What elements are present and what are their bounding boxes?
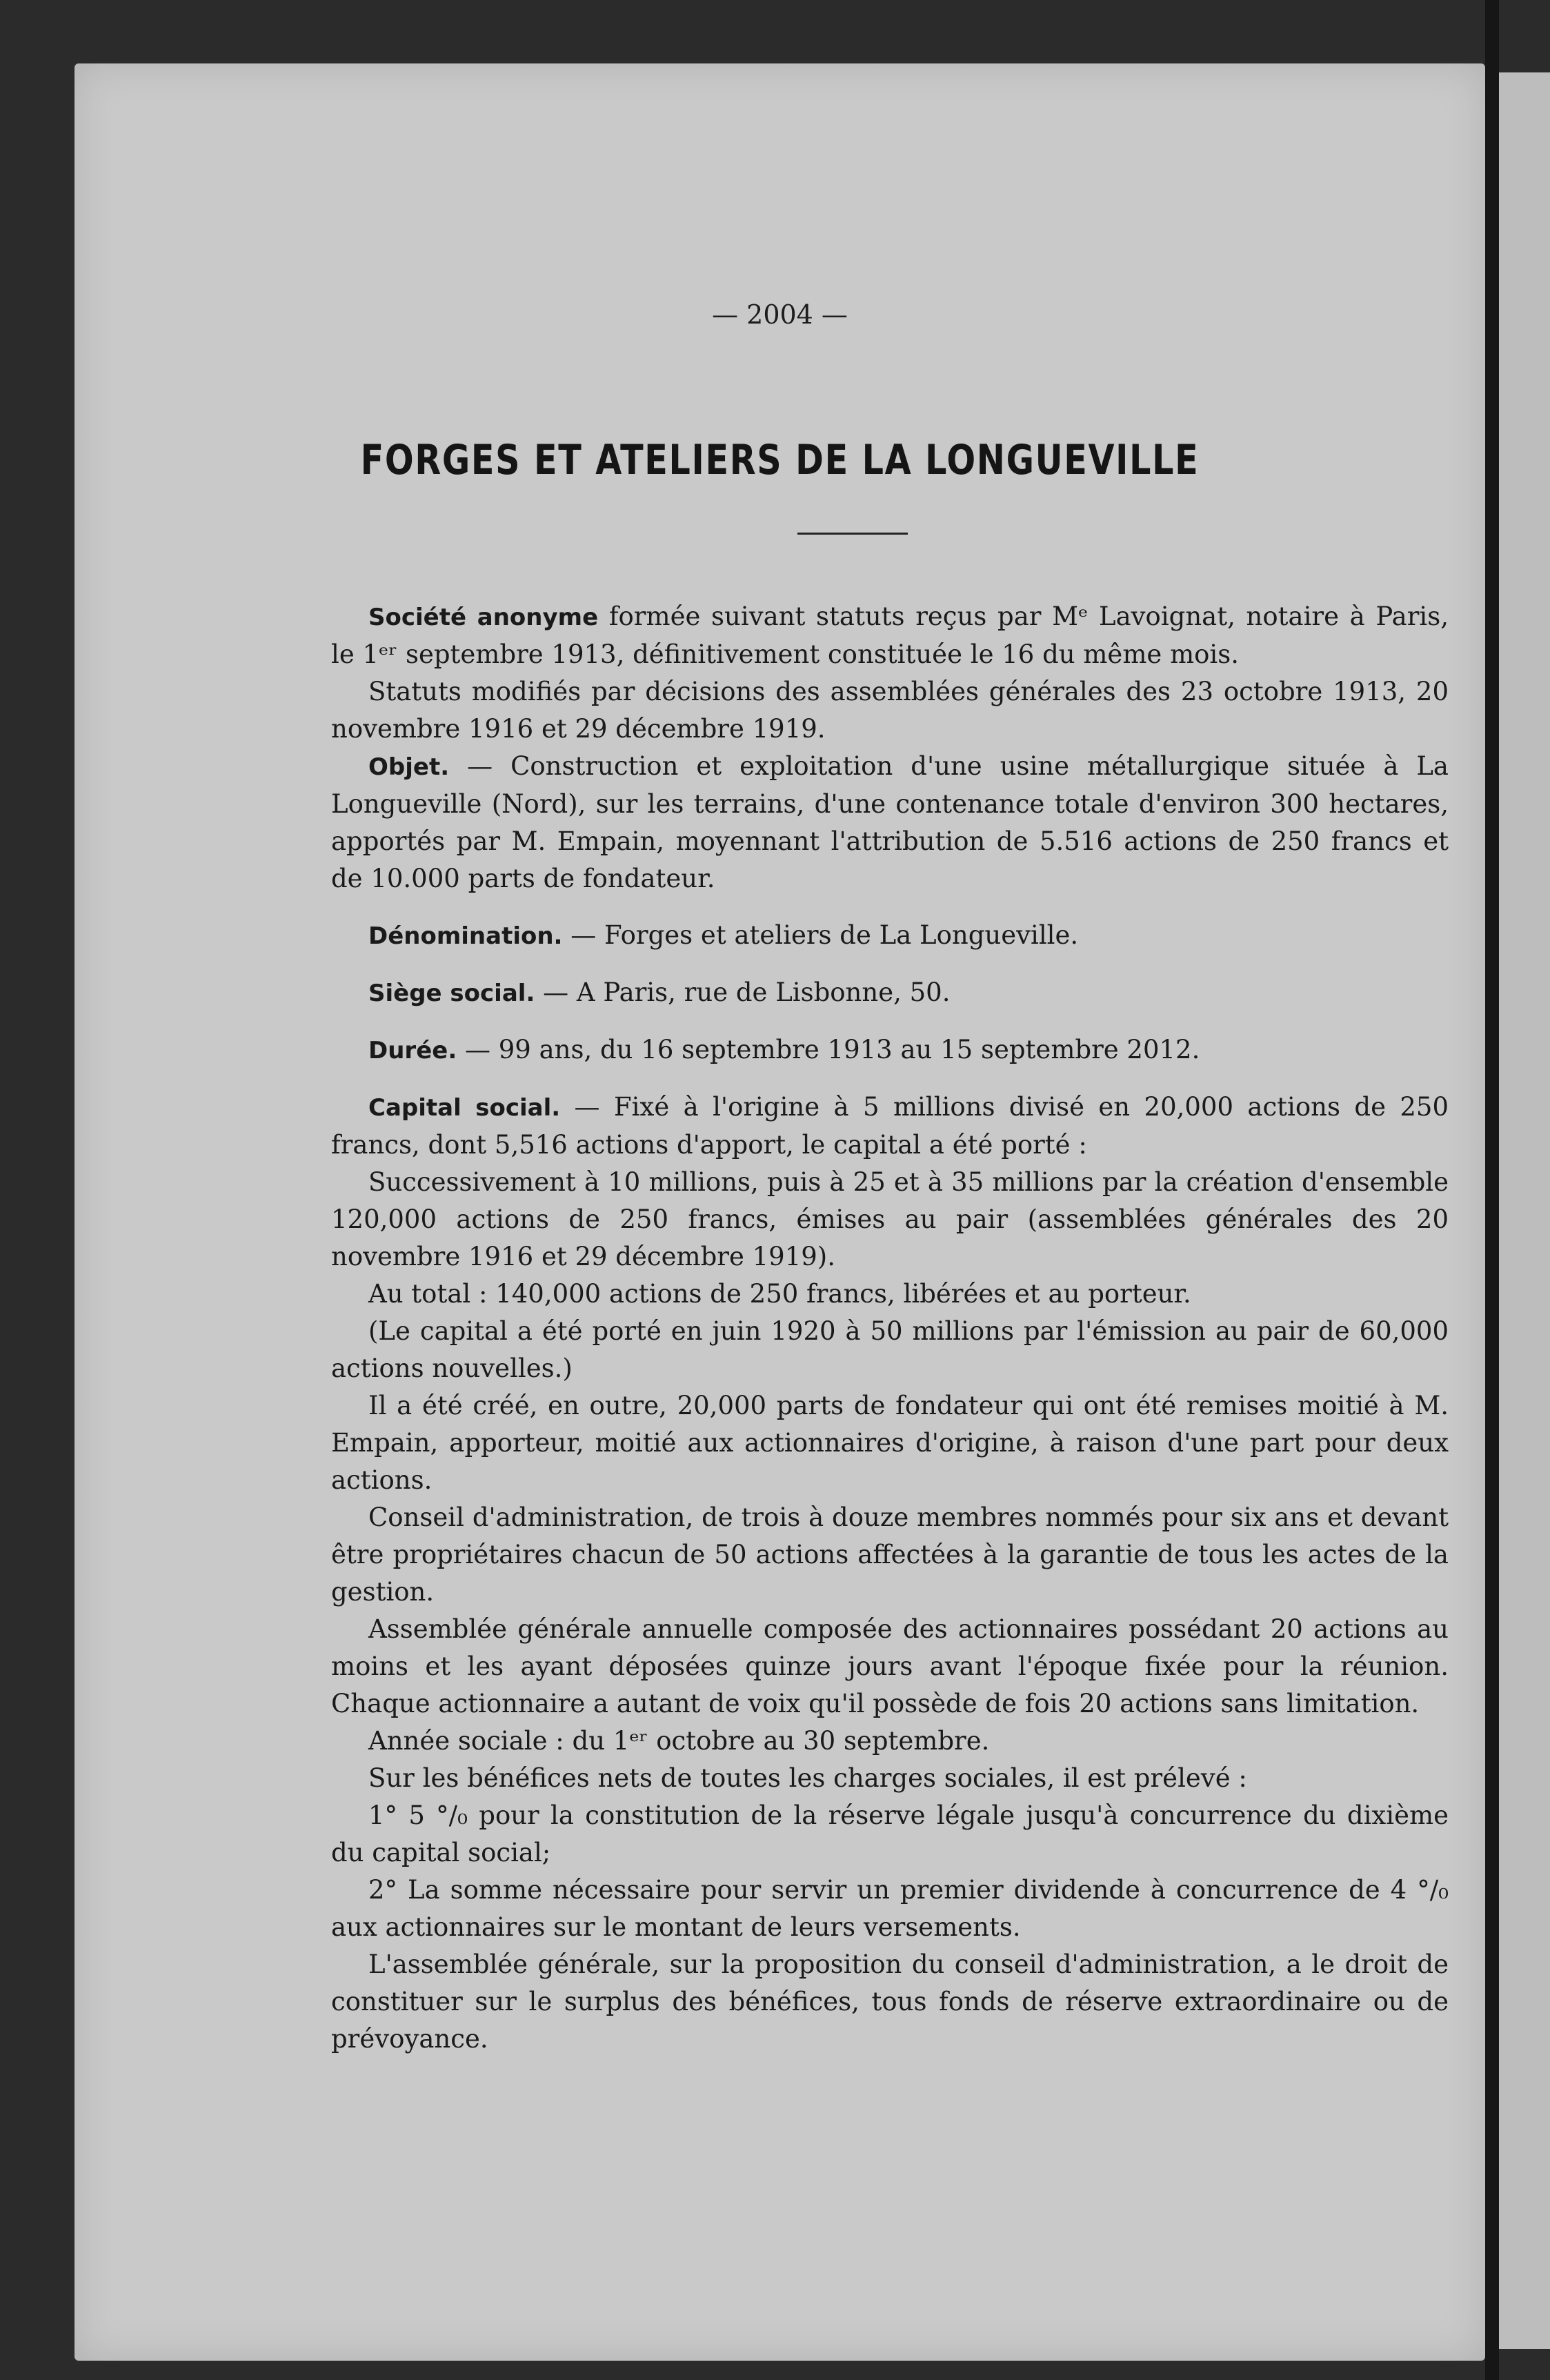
paragraph [331,1031,1449,1069]
paragraph-text: L'assemblée générale, sur la proposition du conseil d'administration, a le droit de constituer sur le surplus des bénéfices, tous fonds de réserve extraordinaire ou de prévoyance. [331,1950,1449,2054]
page-title: FORGES ET ATELIERS DE LA LONGUEVILLE [360,436,1200,484]
paragraph-text: Assemblée générale annuelle composée des actionnaires possédant 20 actions au moins et les ayant déposées quinze jours avant l'époque fixée pour la réunion. Chaque actionnaire a autant de voix qu'il possède de fois 20 actions sans limitation. [331,1614,1449,1718]
paragraph-text: 2° La somme nécessaire pour servir un premier dividende à concurrence de 4 °/₀ aux actionnaires sur le montant de leurs versements. [331,1875,1449,1942]
paragraph-text: — Fixé à l'origine à 5 millions divisé en 20,000 actions de 250 francs, dont 5,516 actions d'apport, le capital a été porté : [331,1092,1449,1160]
page-number: — 2004 — [712,299,848,330]
paragraph [331,748,1449,898]
paragraph [331,1387,1449,1499]
paragraph-text: (Le capital a été porté en juin 1920 à 50 millions par l'émission au pair de 60,000 actions nouvelles.) [331,1316,1449,1383]
paragraph-text: Année sociale : du 1ᵉʳ octobre au 30 septembre. [368,1726,990,1756]
paragraph [331,1089,1449,1164]
adjacent-page-edge [1499,72,1550,2349]
paragraph [331,1276,1449,1313]
document-page [74,63,1485,2361]
paragraph-text: Conseil d'administration, de trois à douze membres nommés pour six ans et devant être propriétaires chacun de 50 actions affectées à la garantie de tous les actes de la gestion. [331,1503,1449,1607]
paragraph-label: Siège social. [368,980,535,1007]
paragraph [331,1760,1449,1797]
paragraph-text: — Forges et ateliers de La Longueville. [562,920,1079,950]
paragraph [331,1797,1449,1872]
paragraph [331,1611,1449,1723]
paragraph-label: Durée. [368,1037,457,1064]
paragraph [331,917,1449,955]
paragraph-text: — Construction et exploitation d'une usine métallurgique située à La Longueville (Nord), sur les terrains, d'une contenance totale d'environ 300 hectares, apportés par M. Empain, moyennant l'attribution de 5.516 actions de 250 francs et de 10.000 parts de fondateur. [331,751,1449,893]
paragraph [331,1946,1449,2058]
paragraph-text: Au total : 140,000 actions de 250 francs, libérées et au porteur. [368,1279,1191,1309]
paragraph [331,974,1449,1012]
paragraph-text: — 99 ans, du 16 septembre 1913 au 15 septembre 2012. [457,1035,1200,1064]
paragraph-text: Il a été créé, en outre, 20,000 parts de fondateur qui ont été remises moitié à M. Empain, apporteur, moitié aux actionnaires d'origine, à raison d'une part pour deux actions. [331,1391,1449,1495]
paragraph-label: Société anonyme [368,604,599,631]
paragraph-label: Capital social. [368,1094,561,1122]
book-spine [1485,0,1499,2380]
paragraph-text: formée suivant statuts reçus par Mᵉ Lavoignat, notaire à Paris, le 1ᵉʳ septembre 1913, définitivement constituée le 16 du même mois. [331,602,1449,669]
paragraph-text: Successivement à 10 millions, puis à 25 et à 35 millions par la création d'ensemble 120,000 actions de 250 francs, émises au pair (assemblées générales des 20 novembre 1916 et 29 décembre 1919). [331,1167,1449,1271]
paragraph [331,598,1449,673]
paragraph-text: — A Paris, rue de Lisbonne, 50. [535,978,951,1007]
paragraph-label: Objet. [368,753,450,781]
paragraph-text: 1° 5 °/₀ pour la constitution de la réserve légale jusqu'à concurrence du dixième du capital social; [331,1801,1449,1867]
paragraph [331,673,1449,748]
paragraph-text: Sur les bénéfices nets de toutes les charges sociales, il est prélevé : [368,1763,1247,1793]
paragraph-label: Dénomination. [368,922,563,950]
title-divider [797,533,908,535]
paragraph [331,1723,1449,1760]
paragraph [331,1164,1449,1276]
paragraph [331,1313,1449,1387]
paragraph-text: Statuts modifiés par décisions des assemblées générales des 23 octobre 1913, 20 novembre 1916 et 29 décembre 1919. [331,677,1449,744]
paragraph [331,1499,1449,1611]
document-body [331,598,1449,2058]
paragraph [331,1872,1449,1946]
